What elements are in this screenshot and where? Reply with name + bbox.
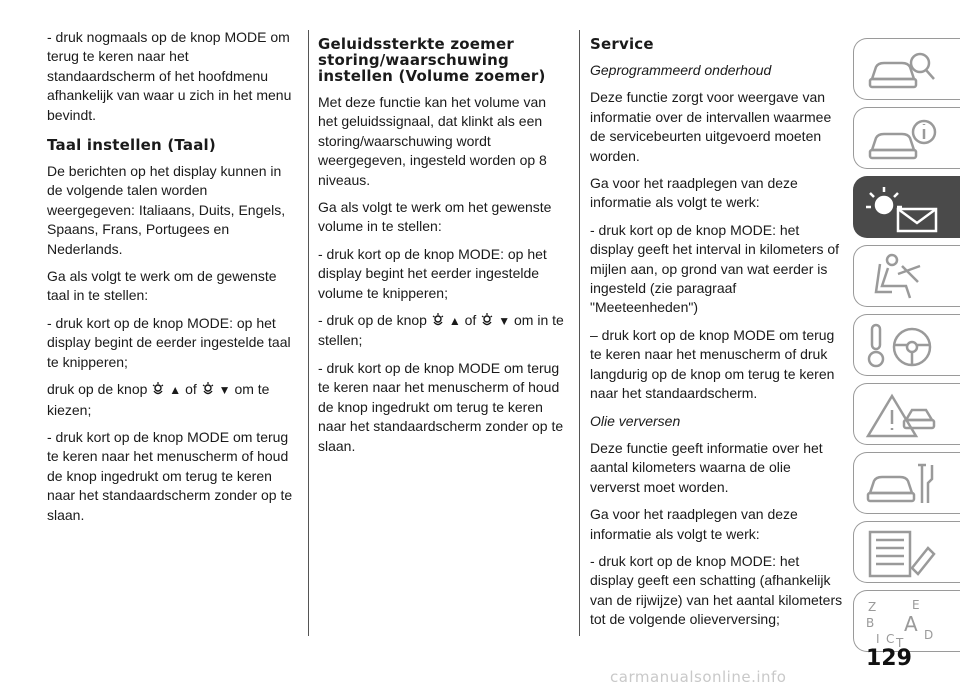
paragraph: - druk kort op de knop MODE: het display geeft een schatting (afhankelijk van de rijwijze) van het aantal kilometers tot de volgende olieverversing; bbox=[590, 552, 843, 628]
tab-car-info[interactable] bbox=[853, 107, 960, 169]
text-fragment: of bbox=[464, 312, 477, 329]
tab-alphabetical-index[interactable] bbox=[853, 590, 960, 652]
paragraph: – druk kort op de knop MODE om terug te keren naar het menuscherm of druk langdurig op de knop om terug te keren naar het standaardscherm. bbox=[590, 326, 835, 402]
subheading-oil-change: Olie verversen bbox=[590, 412, 681, 429]
subheading-scheduled-maintenance: Geprogrammeerd onderhoud bbox=[590, 62, 772, 78]
tab-car-search[interactable] bbox=[853, 38, 960, 100]
paragraph: - druk kort op de knop MODE om terug te keren naar het menuscherm of houd de knop ingedrukt om terug te keren naar het standaardscherm zonder op te slaan. bbox=[318, 359, 564, 454]
column-divider bbox=[579, 30, 580, 636]
tab-key-steering[interactable] bbox=[853, 314, 960, 376]
tab-car-tools[interactable] bbox=[853, 452, 960, 514]
chapter-tabs bbox=[853, 38, 960, 659]
car-tools-icon bbox=[862, 459, 942, 509]
arrow-up-icon: ▲ bbox=[169, 383, 182, 398]
svg-text:C: C bbox=[886, 632, 895, 646]
paragraph-with-buttons bbox=[318, 311, 564, 351]
tab-checklist[interactable] bbox=[853, 521, 960, 583]
page-number: 129 bbox=[866, 646, 912, 671]
text-fragment: om in te stellen; bbox=[318, 312, 564, 349]
arrow-down-icon: ▼ bbox=[498, 314, 511, 329]
knob-icon bbox=[151, 381, 169, 397]
intro-paragraph: - druk nogmaals op de knop MODE om terug te keren naar het standaardscherm of het hoofdmenu afhankelijk van waar u zich in het menu bevindt. bbox=[47, 29, 292, 123]
svg-text:T: T bbox=[896, 636, 904, 649]
key-steering-wheel-icon bbox=[862, 321, 942, 371]
section-heading-language: Taal instellen (Taal) bbox=[47, 136, 216, 155]
paragraph: Ga als volgt te werk om de gewenste taal in te stellen: bbox=[47, 268, 277, 304]
knob-icon bbox=[480, 312, 498, 328]
column-1 bbox=[47, 28, 299, 533]
text-fragment: druk op de knop bbox=[47, 381, 148, 398]
tab-warning-lights[interactable] bbox=[853, 176, 960, 238]
seat-airbag-icon bbox=[862, 252, 942, 302]
tab-seat-airbag[interactable] bbox=[853, 245, 960, 307]
paragraph: Ga voor het raadplegen van deze informatie als volgt te werk: bbox=[590, 175, 798, 211]
svg-text:Z: Z bbox=[868, 600, 877, 614]
svg-text:D: D bbox=[924, 628, 934, 642]
svg-text:B: B bbox=[866, 616, 875, 630]
svg-text:A: A bbox=[904, 612, 918, 636]
paragraph: Deze functie zorgt voor weergave van informatie over de intervallen waarmee de servicebeurten uitgevoerd moeten worden. bbox=[590, 89, 832, 164]
section-heading-service: Service bbox=[590, 35, 654, 53]
paragraph: - druk kort op de knop MODE: op het display begint de eerder ingestelde taal te knipperen; bbox=[47, 314, 291, 370]
arrow-down-icon: ▼ bbox=[218, 383, 231, 398]
warning-light-message-icon bbox=[862, 183, 946, 235]
knob-icon bbox=[431, 312, 449, 328]
car-search-icon bbox=[862, 45, 942, 95]
column-2 bbox=[318, 28, 564, 464]
paragraph: Deze functie geeft informatie over het aantal kilometers waarna de olie ververst moet worden. bbox=[590, 439, 823, 495]
paragraph-with-buttons bbox=[47, 380, 299, 420]
tab-road-warning[interactable] bbox=[853, 383, 960, 445]
checklist-icon bbox=[862, 528, 942, 578]
car-info-icon bbox=[862, 114, 942, 164]
section-heading-volume: Geluidssterkte zoemer storing/waarschuwing instellen (Volume zoemer) bbox=[318, 35, 546, 85]
svg-text:E: E bbox=[912, 598, 920, 612]
knob-icon bbox=[201, 381, 219, 397]
paragraph: - druk kort op de knop MODE: het display geeft het interval in kilometers of mijlen aan, op grond van wat eerder is ingesteld (zie paragraaf "Meeteenheden") bbox=[590, 221, 840, 316]
svg-text:I: I bbox=[876, 632, 880, 646]
paragraph: - druk kort op de knop MODE om terug te keren naar het menuscherm of houd de knop ingedrukt om terug te keren naar het standaardscherm zonder op te slaan. bbox=[47, 428, 293, 523]
alphabet-index-icon bbox=[862, 597, 942, 649]
column-3 bbox=[590, 28, 844, 638]
text-fragment: of bbox=[185, 381, 197, 398]
paragraph: Met deze functie kan het volume van het geluidssignaal, dat klinkt als een storing/waarschuwing wordt weergegeven, ingesteld worden op 8 niveaus. bbox=[318, 94, 547, 188]
road-warning-icon bbox=[862, 390, 942, 440]
text-fragment: - druk op de knop bbox=[318, 312, 427, 329]
text-fragment: om te kiezen; bbox=[47, 381, 270, 418]
paragraph: De berichten op het display kunnen in de volgende talen worden weergegeven: Italiaans, Duits, Engels, Spaans, Frans, Portugees en Nederlands. bbox=[47, 163, 286, 257]
watermark: carmanualsonline.info bbox=[610, 668, 787, 686]
paragraph: Ga als volgt te werk om het gewenste volume in te stellen: bbox=[318, 199, 552, 235]
paragraph: - druk kort op de knop MODE: op het display begint het eerder ingestelde volume te knipperen; bbox=[318, 245, 547, 301]
arrow-up-icon: ▲ bbox=[448, 314, 461, 329]
paragraph: Ga voor het raadplegen van deze informatie als volgt te werk: bbox=[590, 506, 798, 542]
column-divider bbox=[308, 30, 309, 636]
